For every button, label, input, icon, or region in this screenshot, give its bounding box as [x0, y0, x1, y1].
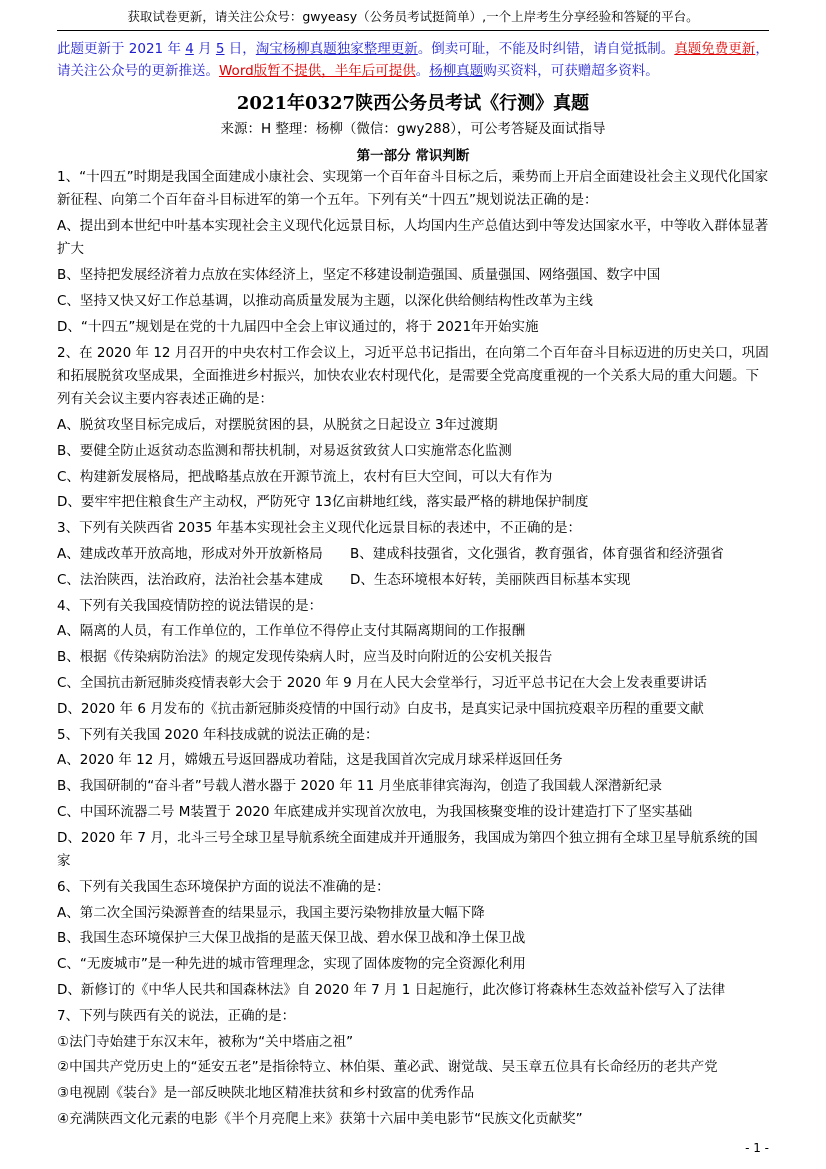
notice-link-taobao[interactable]: 淘宝杨柳真题独家整理更新 — [255, 41, 418, 57]
question-stem: 6、下列有关我国生态环境保护方面的说法不准确的是： — [57, 878, 390, 895]
notice-link-free-update[interactable]: 真题免费更新 — [674, 41, 756, 57]
option-b: B、建成科技强省，文化强省，教育强省，体育强省和经济强省 — [350, 545, 724, 562]
question-stem: 4、下列有关我国疫情防控的说法错误的是： — [57, 597, 323, 614]
option-row — [57, 543, 769, 566]
notice-text: 日， — [224, 41, 256, 57]
notice-text: 购买资料，可获赠超多资料。 — [483, 63, 659, 79]
option-d: D、2020 年 6 月发布的《抗击新冠肺炎疫情的中国行动》白皮书，是真实记录中国抗疫艰辛历程的重要文献 — [57, 700, 704, 717]
option-d: D、“十四五”规划是在党的十九届四中全会上审议通过的，将于 2021年开始实施 — [57, 318, 539, 335]
document-title: 2021年0327陕西公务员考试《行测》真题 — [236, 93, 590, 114]
notice-text: 此题更新于 2021 年 — [57, 41, 186, 57]
option-d: D、生态环境根本好转，美丽陕西目标基本实现 — [350, 571, 631, 588]
statement-item: ④充满陕西文化元素的电影《半个月亮爬上来》获第十六届中美电影节“民族文化贡献奖” — [57, 1110, 583, 1127]
option-d: D、2020 年 7 月，北斗三号全球卫星导航系统全面建成并开通服务，我国成为第四个独立拥有全球卫星导航系统的国家 — [57, 829, 758, 870]
option-b: B、坚持把发展经济着力点放在实体经济上，坚定不移建设制造强国、质量强国、网络强国、数字中国 — [57, 267, 661, 284]
option-c: C、坚持又快又好工作总基调，以推动高质量发展为主题，以深化供给侧结构性改革为主线 — [57, 292, 593, 309]
page-number: - 1 - — [745, 1141, 769, 1155]
option-d: D、要牢牢把住粮食生产主动权，严防死守 13亿亩耕地红线，落实最严格的耕地保护制度 — [57, 494, 589, 511]
page-header — [57, 6, 769, 31]
option-a: A、提出到本世纪中叶基本实现社会主义现代化远景目标，人均国内生产总值达到中等发达国家水平，中等收入群体显著扩大 — [57, 218, 769, 258]
option-row — [57, 569, 769, 592]
option-c: C、法治陕西，法治政府，法治社会基本建成 — [57, 571, 323, 588]
question-stem: 5、下列有关我国 2020 年科技成就的说法正确的是： — [57, 726, 379, 743]
notice-link-yangliu[interactable]: 杨柳真题 — [429, 63, 484, 79]
update-notice — [57, 38, 769, 82]
option-b: B、我国研制的“奋斗者”号载人潜水器于 2020 年 11 月坐底菲律宾海沟，创造了我国载人深潜新纪录 — [57, 778, 662, 795]
question-stem: 1、“十四五”时期是我国全面建成小康社会、实现第一个百年奋斗目标之后，乘势而上开启全面建设社会主义现代化国家新征程、向第二个百年奋斗目标进军的第一个五年。下列有关“十四五”规划说法正确的是： — [57, 169, 769, 209]
option-b: B、我国生态环境保护三大保卫战指的是蓝天保卫战、碧水保卫战和净土保卫战 — [57, 930, 526, 947]
notice-text: 。 — [415, 63, 430, 79]
document-source: 来源：H 整理：杨柳（微信：gwy288），可公考答疑及面试指导 — [220, 121, 606, 137]
section-heading: 第一部分 常识判断 — [356, 148, 470, 164]
question-stem: 2、在 2020 年 12 月召开的中央农村工作会议上，习近平总书记指出，在向第二个百年奋斗目标迈进的历史关口，巩固和拓展脱贫攻坚成果，全面推进乡村振兴，加快农业农村现代化，是需要全党高度重视的一个关系大局的重大问题。下列有关会议主要内容表述正确的是： — [57, 344, 769, 408]
header-text: 获取试卷更新，请关注公众号：gwyeasy（公务员考试挺简单）,一个上岸考生分享经验和答疑的平台。 — [127, 9, 699, 24]
option-c: C、“无废城市”是一种先进的城市管理理念，实现了固体废物的完全资源化利用 — [57, 956, 526, 973]
statement-item: ①法门寺始建于东汉末年，被称为“关中塔庙之祖” — [57, 1033, 354, 1050]
notice-month: 4 — [185, 41, 194, 57]
notice-link-word[interactable]: Word版暂不提供，半年后可提供 — [219, 63, 416, 79]
option-a: A、2020 年 12 月，嫦娥五号返回器成功着陆，这是我国首次完成月球采样返回任务 — [57, 752, 563, 769]
option-b: B、要健全防止返贫动态监测和帮扶机制，对易返贫致贫人口实施常态化监测 — [57, 442, 512, 459]
option-c: C、全国抗击新冠肺炎疫情表彰大会于 2020 年 9 月在人民大会堂举行，习近平总书记在大会上发表重要讲话 — [57, 674, 708, 691]
question-stem: 7、下列与陕西有关的说法，正确的是： — [57, 1007, 296, 1024]
option-a: A、第二次全国污染源普查的结果显示，我国主要污染物排放量大幅下降 — [57, 904, 485, 921]
option-b: B、根据《传染病防治法》的规定发现传染病人时，应当及时向附近的公安机关报告 — [57, 649, 553, 666]
statement-item: ③电视剧《装台》是一部反映陕北地区精准扶贫和乡村致富的优秀作品 — [57, 1085, 475, 1102]
option-a: A、建成改革开放高地，形成对外开放新格局 — [57, 545, 323, 562]
option-c: C、构建新发展格局，把战略基点放在开源节流上，农村有巨大空间，可以大有作为 — [57, 468, 553, 485]
notice-text: 。倒卖可耻，不能及时纠错，请自觉抵制。 — [417, 41, 675, 57]
option-a: A、隔离的人员，有工作单位的，工作单位不得停止支付其隔离期间的工作报酬 — [57, 623, 526, 640]
notice-text: ，请关注公众号的更新推送。 — [57, 41, 769, 79]
notice-text: 月 — [193, 41, 216, 57]
notice-day: 5 — [215, 41, 225, 57]
option-a: A、脱贫攻坚目标完成后，对摆脱贫困的县，从脱贫之日起设立 3年过渡期 — [57, 416, 498, 433]
question-list — [57, 166, 769, 1134]
question-stem: 3、下列有关陕西省 2035 年基本实现社会主义现代化远景目标的表述中，不正确的是： — [57, 520, 582, 537]
option-c: C、中国环流器二号 M装置于 2020 年底建成并实现首次放电，为我国核聚变堆的设计建造打下了坚实基础 — [57, 803, 693, 820]
option-d: D、新修订的《中华人民共和国森林法》自 2020 年 7 月 1 日起施行，此次修订将森林生态效益补偿写入了法律 — [57, 982, 726, 998]
statement-item: ②中国共产党历史上的“延安五老”是指徐特立、林伯渠、董必武、谢觉哉、吴玉章五位具有长命经历的老共产党 — [57, 1059, 718, 1076]
